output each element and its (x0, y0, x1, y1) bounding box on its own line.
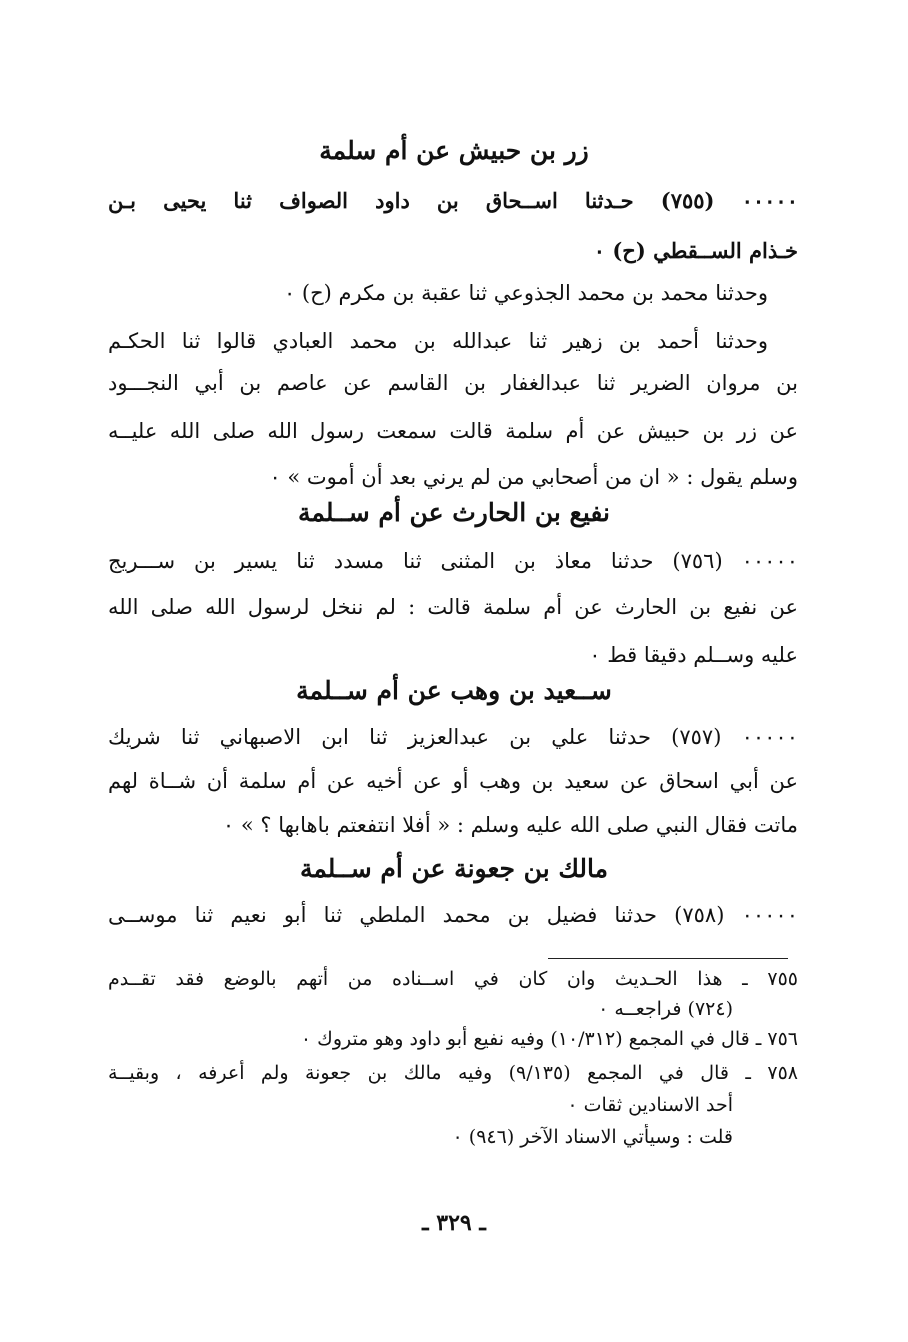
footnote-line: ٧٥٨ ـ قال في المجمع (٩/١٣٥) وفيه مالك بن جعونة ولم أعرفه ، وبقيــة (108, 1062, 798, 1084)
text-line: وسلم يقول : « ان من أصحابي من لم يرني بعد أن أموت » ٠ (269, 465, 798, 489)
text-line: ٠٠٠٠٠ (٧٥٦) حدثنا معاذ بن المثنى ثنا مسدد ثنا يسير بن ســـريج (108, 549, 798, 573)
text-line: عن نفيع بن الحارث عن أم سلمة قالت : لم ننخل لرسول الله صلى الله (108, 595, 798, 619)
section-heading: نفيع بن الحارث عن أم ســلمة (298, 498, 610, 527)
text-line: خـذام الســقطي (ح) ٠ (593, 238, 798, 263)
section-heading: زر بن حبيش عن أم سلمة (319, 136, 589, 165)
text-line: عن زر بن حبيش عن أم سلمة قالت سمعت رسول الله صلى الله عليــه (108, 419, 798, 443)
text-line: ٠٠٠٠٠ (٧٥٥) حـدثنا اســحاق بن داود الصواف ثنا يحيى بـن (108, 188, 798, 213)
page-number: ـ ٣٢٩ ـ (422, 1210, 486, 1236)
text-line: ماتت فقال النبي صلى الله عليه وسلم : « أفلا انتفعتم باهابها ؟ » ٠ (222, 813, 798, 837)
text-line: وحدثنا أحمد بن زهير ثنا عبدالله بن محمد العبادي قالوا ثنا الحكـم (108, 329, 768, 353)
footnote-rule (548, 958, 788, 959)
text-line: ٠٠٠٠٠ (٧٥٧) حدثنا علي بن عبدالعزيز ثنا ابن الاصبهاني ثنا شريك (108, 725, 798, 749)
text-line: ٠٠٠٠٠ (٧٥٨) حدثنا فضيل بن محمد الملطي ثنا أبو نعيم ثنا موســى (108, 903, 798, 927)
text-line: عن أبي اسحاق عن سعيد بن وهب أو عن أخيه عن أم سلمة أن شــاة لهم (108, 769, 798, 793)
text-line: بن مروان الضرير ثنا عبدالغفار بن القاسم عن عاصم بن أبي النجـــود (108, 371, 798, 395)
footnote-line: أحد الاسنادين ثقات ٠ (567, 1094, 733, 1116)
section-heading: مالك بن جعونة عن أم ســلمة (299, 854, 609, 883)
footnote-line: قلت : وسيأتي الاسناد الآخر (٩٤٦) ٠ (452, 1126, 733, 1148)
footnote-line: ٧٥٦ ـ قال في المجمع (١٠/٣١٢) وفيه نفيع أبو داود وهو متروك ٠ (300, 1028, 798, 1050)
section-heading: ســعيد بن وهب عن أم ســلمة (296, 676, 612, 705)
footnote-line: ٧٥٥ ـ هذا الحـديث وان كان في اســناده من أتهم بالوضع فقد تقــدم (108, 968, 798, 990)
text-line: عليه وســلم دقيقا قط ٠ (589, 643, 798, 667)
footnote-line: (٧٢٤) فراجعــه ٠ (598, 998, 733, 1020)
text-line: وحدثنا محمد بن محمد الجذوعي ثنا عقبة بن مكرم (ح) ٠ (283, 281, 768, 305)
